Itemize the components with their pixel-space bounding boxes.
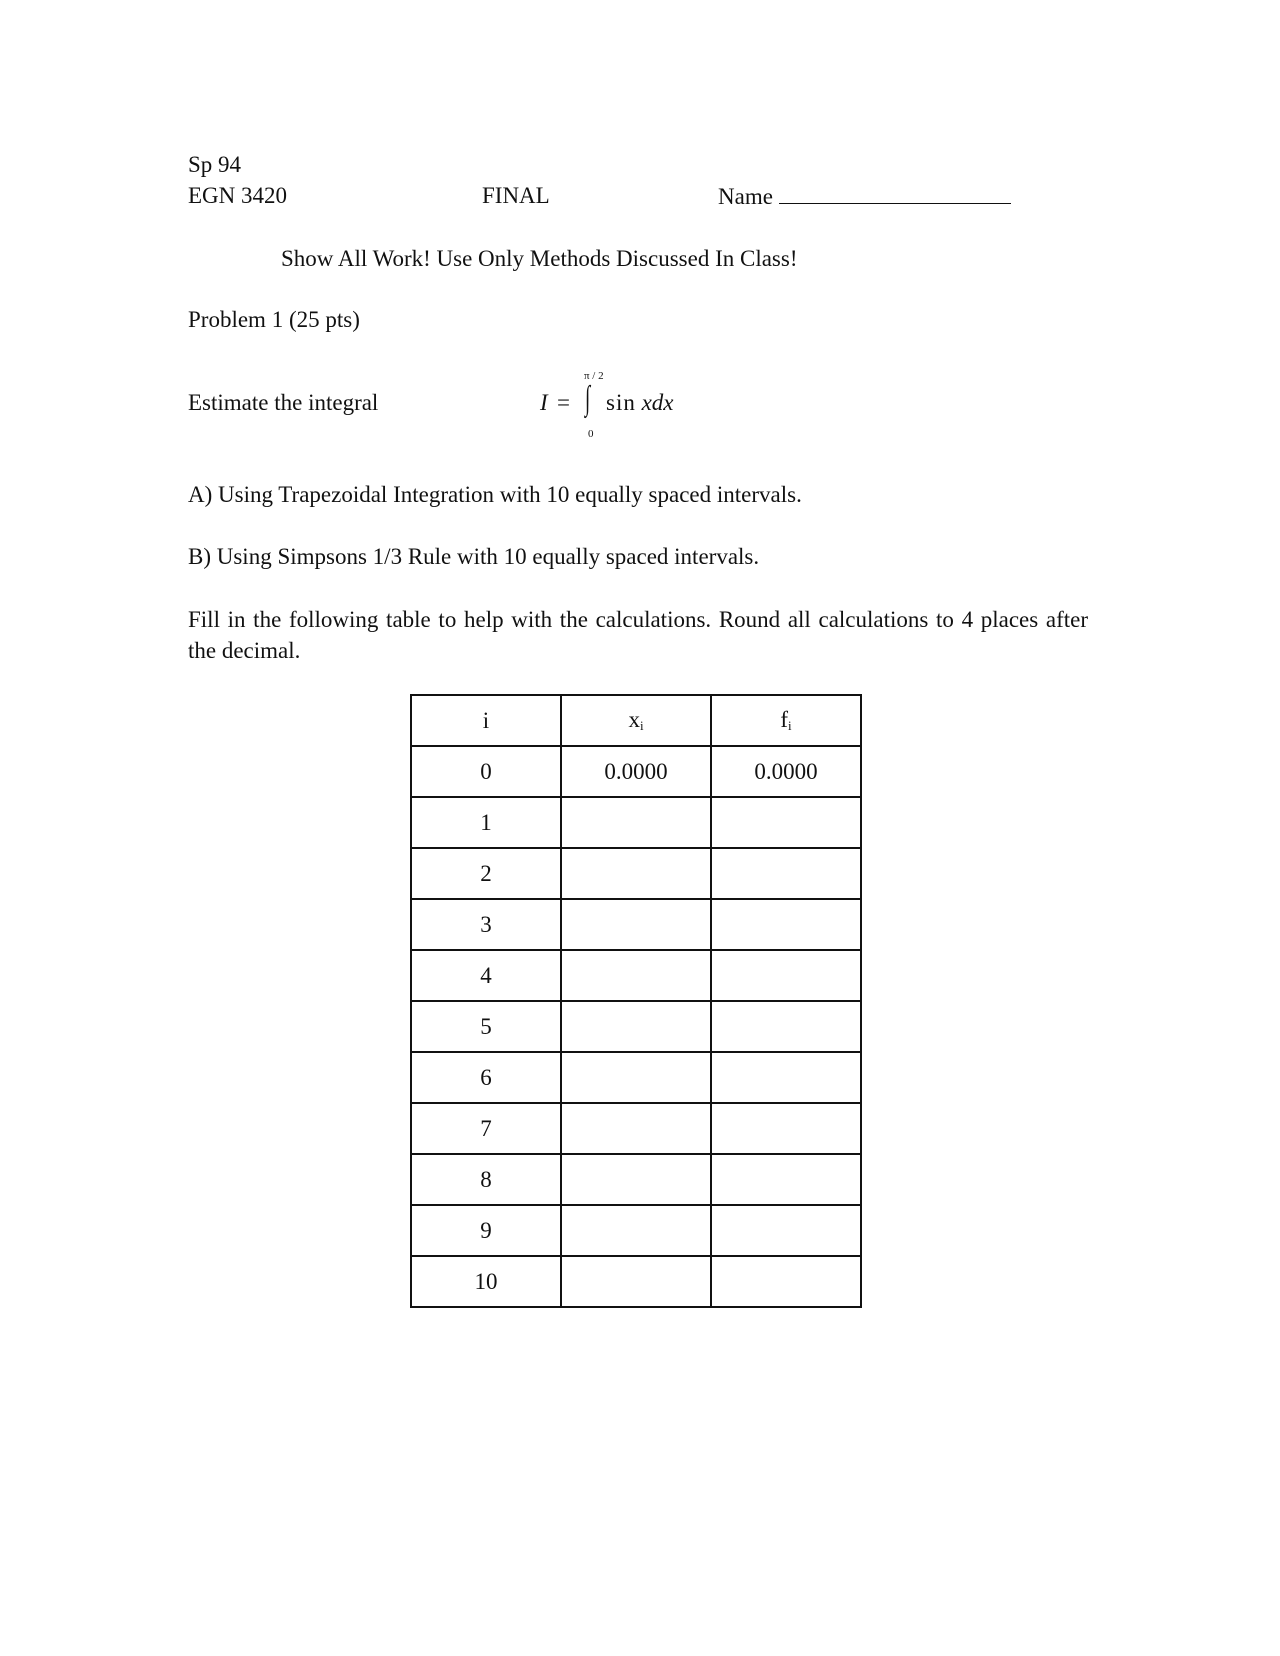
cell-i: 2 xyxy=(411,848,561,899)
calculation-table xyxy=(410,694,862,1308)
cell-x[interactable] xyxy=(561,1103,711,1154)
header-x-sub: i xyxy=(639,718,644,733)
course-label: EGN 3420 xyxy=(188,183,288,208)
exam-title: FINAL xyxy=(482,183,550,208)
problem-title: Problem 1 (25 pts) xyxy=(188,307,360,332)
table-header-row xyxy=(411,695,861,746)
cell-f[interactable] xyxy=(711,1154,861,1205)
cell-x[interactable] xyxy=(561,1205,711,1256)
semester-label: Sp 94 xyxy=(188,152,242,177)
table-row xyxy=(411,1052,861,1103)
cell-i: 4 xyxy=(411,950,561,1001)
table-row xyxy=(411,1103,861,1154)
table-row xyxy=(411,1154,861,1205)
integral-expression xyxy=(540,370,700,448)
cell-f[interactable] xyxy=(711,950,861,1001)
header-f-base: f xyxy=(780,707,789,732)
cell-f[interactable] xyxy=(711,1001,861,1052)
integral-upper-limit: π / 2 xyxy=(584,370,604,382)
cell-x[interactable]: 0.0000 xyxy=(561,746,711,797)
table-row xyxy=(411,746,861,797)
instructions: Show All Work! Use Only Methods Discussed In Class! xyxy=(281,246,798,271)
cell-x[interactable] xyxy=(561,1052,711,1103)
integrand xyxy=(606,390,674,416)
table-instructions: Fill in the following table to help with the calculations. Round all calculations to 4 places after the decimal. xyxy=(188,607,1088,663)
cell-f[interactable]: 0.0000 xyxy=(711,746,861,797)
table-row xyxy=(411,1256,861,1307)
cell-x[interactable] xyxy=(561,1154,711,1205)
integral-lhs: I xyxy=(540,390,548,415)
cell-f[interactable] xyxy=(711,1256,861,1307)
part-b: B) Using Simpsons 1/3 Rule with 10 equally spaced intervals. xyxy=(188,544,760,569)
cell-f[interactable] xyxy=(711,1103,861,1154)
cell-f[interactable] xyxy=(711,848,861,899)
cell-i: 6 xyxy=(411,1052,561,1103)
cell-x[interactable] xyxy=(561,1001,711,1052)
name-field[interactable] xyxy=(718,183,1011,210)
cell-i: 10 xyxy=(411,1256,561,1307)
cell-f[interactable] xyxy=(711,899,861,950)
table-row xyxy=(411,848,861,899)
cell-i: 9 xyxy=(411,1205,561,1256)
cell-i: 5 xyxy=(411,1001,561,1052)
part-a: A) Using Trapezoidal Integration with 10 equally spaced intervals. xyxy=(188,482,802,507)
cell-x[interactable] xyxy=(561,797,711,848)
name-blank[interactable] xyxy=(779,183,1011,204)
header-f-sub: i xyxy=(788,718,792,733)
integral-lower-limit: 0 xyxy=(588,428,594,440)
header-i: i xyxy=(411,695,561,746)
cell-x[interactable] xyxy=(561,1256,711,1307)
cell-f[interactable] xyxy=(711,797,861,848)
cell-i: 7 xyxy=(411,1103,561,1154)
estimate-label: Estimate the integral xyxy=(188,390,379,415)
table-row xyxy=(411,899,861,950)
header-x-base: x xyxy=(628,707,640,732)
cell-x[interactable] xyxy=(561,950,711,1001)
cell-i: 0 xyxy=(411,746,561,797)
cell-x[interactable] xyxy=(561,848,711,899)
integrand-function: sin xyxy=(606,390,636,415)
cell-i: 8 xyxy=(411,1154,561,1205)
table-row xyxy=(411,1001,861,1052)
integrand-variable: xdx xyxy=(641,390,674,415)
cell-f[interactable] xyxy=(711,1052,861,1103)
table-row xyxy=(411,1205,861,1256)
integral-sign: ∫ xyxy=(585,380,591,417)
integral-equals: = xyxy=(557,390,570,415)
cell-i: 1 xyxy=(411,797,561,848)
cell-i: 3 xyxy=(411,899,561,950)
table-row xyxy=(411,797,861,848)
header-x xyxy=(561,695,711,746)
name-label: Name xyxy=(718,184,773,209)
table-row xyxy=(411,950,861,1001)
cell-x[interactable] xyxy=(561,899,711,950)
cell-f[interactable] xyxy=(711,1205,861,1256)
header-f xyxy=(711,695,861,746)
